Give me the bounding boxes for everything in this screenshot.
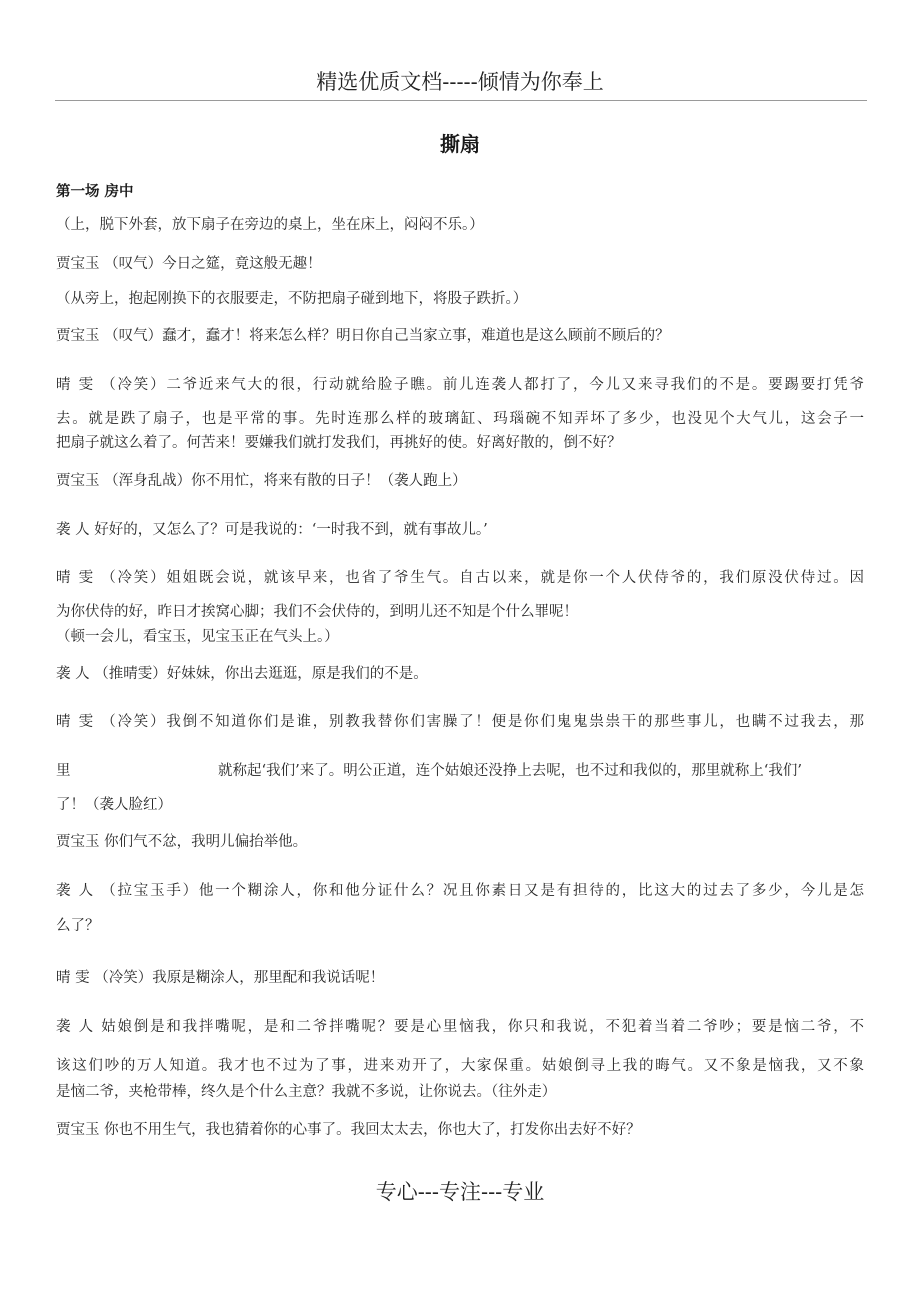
dialogue-line: 袭 人 好好的，又怎么了？可是我说的：‘一时我不到，就有事故儿。’ — [56, 522, 488, 538]
dialogue-fragment: 里 — [56, 763, 71, 779]
stage-direction: （顿一会儿，看宝玉，见宝玉正在气头上。） — [56, 629, 339, 645]
scene-heading: 第一场 房中 — [56, 184, 134, 200]
dialogue-line: 把扇子就这么着了。何苦来！要嫌我们就打发我们，再挑好的使。好离好散的，倒不好？ — [56, 435, 622, 451]
dialogue-line: 贾宝玉 （叹气）蠢才，蠢才！将来怎么样？明日你自己当家立事，难道也是这么顾前不顾后的？ — [56, 328, 670, 344]
page-footer: 专心---专注---专业 — [375, 1180, 545, 1204]
dialogue-line: 晴 雯 （冷笑）姐姐既会说，就该早来，也省了爷生气。自古以来，就是你一个人伏侍爷的，我们原没伏侍过。因 — [56, 570, 864, 586]
dialogue-line: 袭 人 （推晴雯）好妹妹，你出去逛逛，原是我们的不是。 — [56, 666, 428, 682]
dialogue-line: 了！（袭人脸红） — [56, 797, 172, 813]
dialogue-line — [56, 759, 864, 780]
dialogue-line: 是恼二爷，夹枪带棒，终久是个什么主意？我就不多说，让你说去。（往外走） — [56, 1084, 557, 1100]
header-divider — [55, 100, 867, 101]
dialogue-line: 该这们吵的万人知道。我才也不过为了事，进来劝开了，大家保重。姑娘倒寻上我的晦气。又不象是恼我，又不象 — [56, 1058, 864, 1074]
dialogue-line: 么了？ — [56, 918, 100, 934]
dialogue-line: 贾宝玉 你们气不忿，我明儿偏抬举他。 — [56, 834, 308, 850]
dialogue-line: 晴 雯 （冷笑）二爷近来气大的很，行动就给脸子瞧。前儿连袭人都打了，今儿又来寻我们的不是。要踢要打凭爷 — [56, 377, 864, 393]
dialogue-line: 袭 人 姑娘倒是和我拌嘴呢，是和二爷拌嘴呢？要是心里恼我，你只和我说，不犯着当着二爷吵；要是恼二爷，不 — [56, 1019, 864, 1035]
dialogue-line: 贾宝玉 （叹气）今日之筵，竟这般无趣！ — [56, 256, 322, 272]
stage-direction: （上，脱下外套，放下扇子在旁边的桌上，坐在床上，闷闷不乐。） — [56, 217, 484, 233]
dialogue-line: 晴 雯 （冷笑）我倒不知道你们是谁，别教我替你们害臊了！便是你们鬼鬼祟祟干的那些事儿，也瞒不过我去，那 — [56, 714, 864, 730]
dialogue-line: 为你伏侍的好，昨日才挨窝心脚；我们不会伏侍的，到明儿还不知是个什么罪呢！ — [56, 604, 578, 620]
dialogue-line: 晴 雯 （冷笑）我原是糊涂人，那里配和我说话呢！ — [56, 970, 385, 986]
stage-direction: （从旁上，抱起刚换下的衣服要走，不防把扇子碰到地下，将股子跌折。） — [56, 291, 528, 307]
dialogue-line: 贾宝玉 （浑身乱战）你不用忙，将来有散的日子！（袭人跑上） — [56, 473, 467, 489]
dialogue-line: 袭 人 （拉宝玉手）他一个糊涂人，你和他分证什么？况且你素日又是有担待的，比这大的过去了多少，今儿是怎 — [56, 883, 864, 899]
dialogue-line: 贾宝玉 你也不用生气，我也猜着你的心事了。我回太太去，你也大了，打发你出去好不好？ — [56, 1122, 641, 1138]
dialogue-line: 去。就是跌了扇子，也是平常的事。先时连那么样的玻璃缸、玛瑙碗不知弄坏了多少，也没见个大气儿，这会子一 — [56, 411, 864, 427]
document-title: 撕扇 — [440, 132, 480, 156]
page-header: 精选优质文档-----倾情为你奉上 — [316, 70, 604, 94]
dialogue-fragment: 就称起‘我们’来了。明公正道，连个姑娘还没挣上去呢，也不过和我似的，那里就称上‘我们’ — [218, 763, 802, 779]
